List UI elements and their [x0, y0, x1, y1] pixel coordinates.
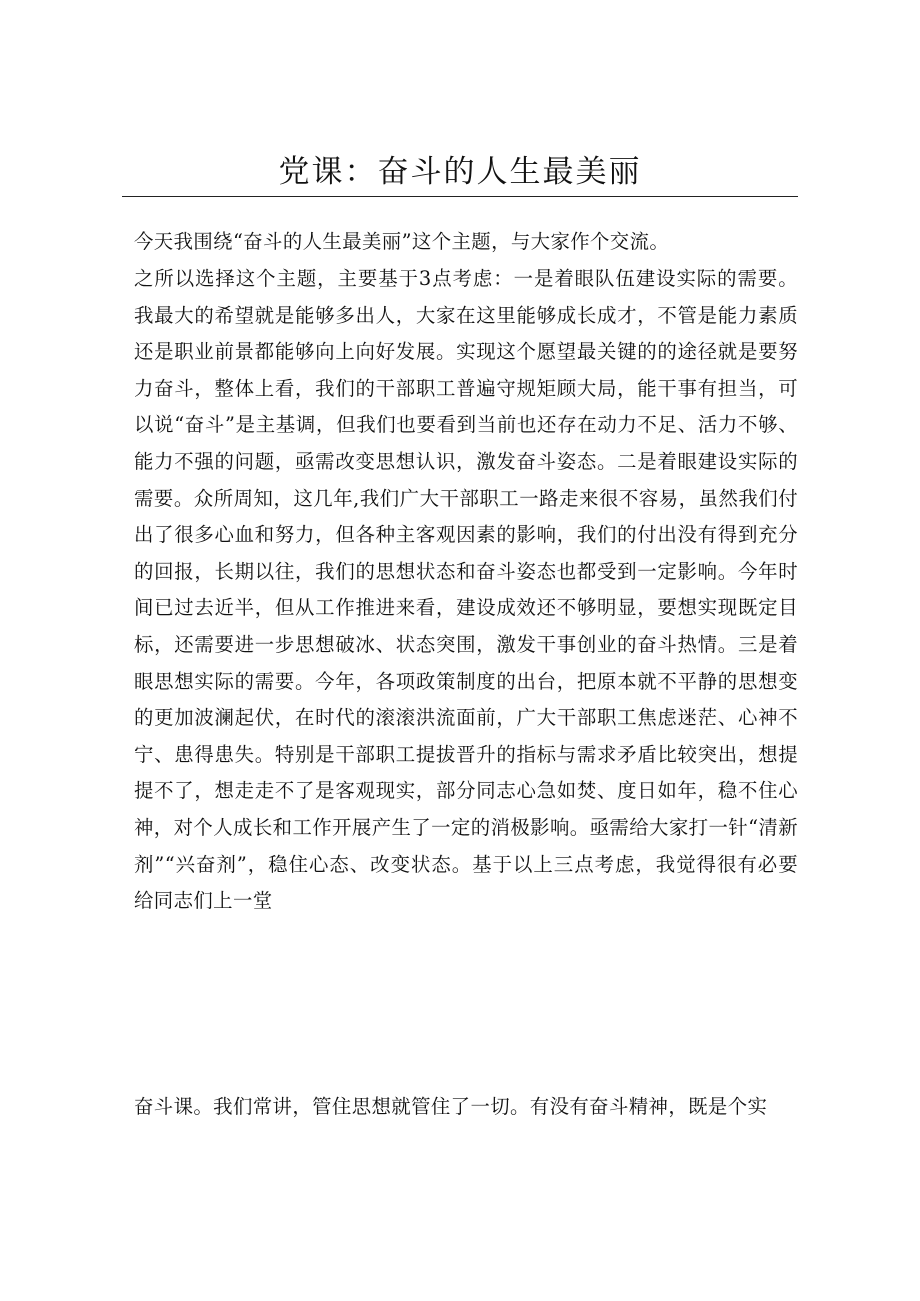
paragraph-reasons: 之所以选择这个主题，主要基于3点考虑：一是着眼队伍建设实际的需要。我最大的希望就是能够多出人，大家在这里能够成长成才，不管是能力素质还是职业前景都能够向上向好发展。实现这个愿望最关键的的途径就是要努力奋斗，整体上看，我们的干部职工普遍守规矩顾大局，能干事有担当，可以说“奋斗”是主基调，但我们也要看到当前也还存在动力不足、活力不够、能力不强的问题，亟需改变思想认识，激发奋斗姿态。二是着眼建设实际的需要。众所周知，这几年,我们广大干部职工一路走来很不容易，虽然我们付出了很多心血和努力，但各种主客观因素的影响，我们的付出没有得到充分的回报，长期以往，我们的思想状态和奋斗姿态也都受到一定影响。今年时间已过去近半，但从工作推进来看，建设成效还不够明显，要想实现既定目标，还需要进一步思想破冰、状态突围，激发干事创业的奋斗热情。三是着眼思想实际的需要。今年，各项政策制度的出台，把原本就不平静的思想变的更加波澜起伏，在时代的滚滚洪流面前，广大干部职工焦虑迷茫、心神不宁、患得患失。特别是干部职工提拔晋升的指标与需求矛盾比较突出，想提提不了，想走走不了是客观现实，部分同志心急如焚、度日如年，稳不住心神，对个人成长和工作开展产生了一定的消极影响。亟需给大家打一针“清新剂”“兴奋剂”，稳住心态、改变状态。基于以上三点考虑，我觉得很有必要给同志们上一堂	[134, 267, 798, 913]
title-underline	[122, 196, 798, 197]
paragraph-intro: 今天我围绕“奋斗的人生最美丽”这个主题，与大家作个交流。	[134, 230, 670, 253]
document-title: 党课：奋斗的人生最美丽	[278, 154, 642, 190]
paragraph-continuation: 奋斗课。我们常讲，管住思想就管住了一切。有没有奋斗精神，既是个实	[134, 1095, 768, 1118]
